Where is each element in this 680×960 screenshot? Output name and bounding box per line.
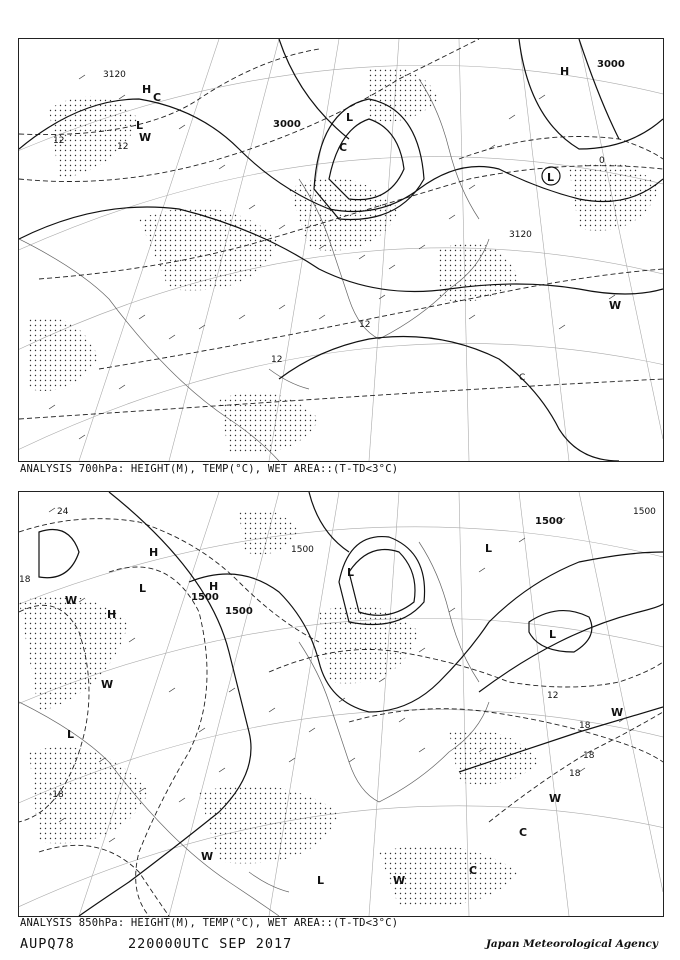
height-label: 3120 xyxy=(509,230,532,240)
temp-label: 12 xyxy=(53,136,65,146)
map-panel-700hpa xyxy=(18,38,664,462)
low-center-symbol: L xyxy=(346,111,354,124)
high-center-symbol: H xyxy=(149,546,159,559)
temp-label: C xyxy=(519,373,526,383)
height-contours xyxy=(39,492,663,916)
isotherms xyxy=(19,519,663,916)
height-label: 1500 xyxy=(225,606,253,617)
map-panel-850hpa xyxy=(18,491,664,917)
valid-time: 220000UTC SEP 2017 xyxy=(128,936,293,952)
map-700hpa xyxy=(19,39,663,461)
temp-label: 12 xyxy=(117,142,129,152)
high-center-symbol: H xyxy=(560,65,570,78)
low-center-symbol: L xyxy=(485,542,493,555)
low-center-symbol: L xyxy=(549,628,557,641)
warm-center-symbol: W xyxy=(139,131,152,144)
cold-center-symbol: C xyxy=(519,826,528,839)
warm-center-symbol: W xyxy=(101,678,114,691)
cold-center-symbol: C xyxy=(153,91,162,104)
chart-code: AUPQ78 xyxy=(20,936,75,952)
high-center-symbol: H xyxy=(107,608,117,621)
cold-center-symbol: C xyxy=(339,141,348,154)
panel-caption-700hpa: ANALYSIS 700hPa: HEIGHT(M), TEMP(°C), WET AREA::(T-TD<3°C) xyxy=(20,463,399,475)
temp-label: 12 xyxy=(271,355,283,365)
low-center-symbol: L xyxy=(67,728,75,741)
temp-label: 0 xyxy=(599,156,605,166)
map-850hpa xyxy=(19,492,663,916)
temp-label: 18 xyxy=(583,751,595,761)
height-label: 1500 xyxy=(291,545,314,555)
low-center-symbol: L xyxy=(317,874,325,887)
warm-center-symbol: W xyxy=(611,706,624,719)
low-center-symbol: L xyxy=(347,566,355,579)
warm-center-symbol: W xyxy=(65,594,78,607)
temp-label: 18 xyxy=(569,769,581,779)
lat-lon-grid xyxy=(19,492,663,916)
cold-center-symbol: C xyxy=(469,864,478,877)
agency-name: Japan Meteorological Agency xyxy=(485,938,658,950)
height-label: 1500 xyxy=(633,507,656,517)
warm-center-symbol: W xyxy=(549,792,562,805)
height-label: 3000 xyxy=(273,119,301,130)
temp-label: 12 xyxy=(359,320,371,330)
low-center-symbol: L xyxy=(136,119,144,132)
height-label: 1500 xyxy=(191,592,219,603)
panel-caption-850hpa: ANALYSIS 850hPa: HEIGHT(M), TEMP(°C), WET AREA::(T-TD<3°C) xyxy=(20,917,399,929)
high-center-symbol: H xyxy=(209,580,219,593)
height-label: 3120 xyxy=(103,70,126,80)
low-center-symbol: L xyxy=(139,582,147,595)
temp-label: 18 xyxy=(19,575,31,585)
warm-center-symbol: W xyxy=(201,850,214,863)
temp-label: -18 xyxy=(49,790,64,800)
low-center-symbol: L xyxy=(547,171,555,184)
height-label: 3000 xyxy=(597,59,625,70)
warm-center-symbol: W xyxy=(393,874,406,887)
temp-label: 24 xyxy=(57,507,69,517)
temp-label: 18 xyxy=(579,721,591,731)
height-label: 1500 xyxy=(535,516,563,527)
temp-label: 12 xyxy=(547,691,559,701)
warm-center-symbol: W xyxy=(609,299,622,312)
wet-areas xyxy=(29,67,659,455)
high-center-symbol: H xyxy=(142,83,152,96)
